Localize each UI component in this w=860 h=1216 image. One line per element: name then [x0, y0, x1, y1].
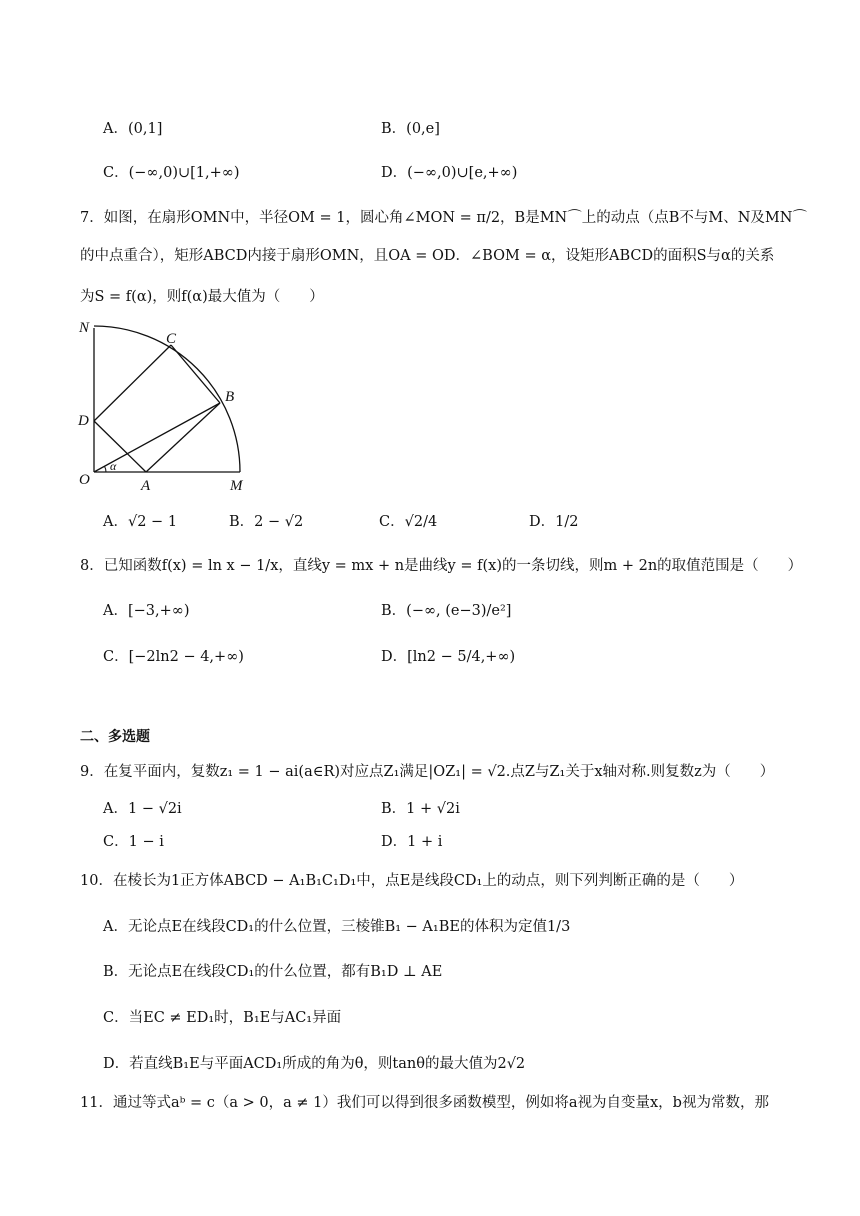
option-text: √2 − 1	[127, 514, 178, 530]
option-text: √2/4	[404, 514, 438, 530]
q7-option-a	[103, 511, 177, 533]
q6-option-b	[381, 118, 440, 140]
option-letter: D．	[103, 1056, 130, 1072]
option-letter: C．	[103, 834, 129, 850]
label-b: B	[225, 389, 235, 405]
section-title-multiple-choice: 二、多选题	[80, 729, 150, 745]
segment-da	[94, 421, 146, 472]
option-text: [−3,+∞)	[127, 603, 190, 619]
option-text: 1 − √2i	[127, 801, 182, 817]
option-text: 若直线B₁E与平面ACD₁所成的角为θ，则tanθ的最大值为2√2	[129, 1056, 526, 1072]
label-c: C	[166, 331, 177, 347]
q10-line: 10．在棱长为1正方体ABCD − A₁B₁C₁D₁中，点E是线段CD₁上的动点，则下列判断正确的是（ ）	[80, 873, 744, 889]
label-n: N	[79, 320, 90, 336]
q8-option-b	[381, 600, 511, 622]
q10-option-d	[103, 1053, 525, 1075]
option-text: 无论点E在线段CD₁的什么位置，三棱锥B₁ − A₁BE的体积为定值1/3	[127, 919, 571, 935]
q10-option-c	[103, 1007, 341, 1029]
q10-option-b	[103, 961, 442, 983]
q7-option-b	[229, 511, 303, 533]
q6-option-c	[103, 162, 240, 184]
segment-cb	[171, 345, 220, 403]
q6-option-a	[103, 118, 162, 140]
angle-alpha-arc	[105, 466, 107, 472]
option-text: (−∞,0)∪[1,+∞)	[128, 165, 240, 181]
q9-line: 9．在复平面内，复数z₁ = 1 − ai(a∈R)对应点Z₁满足|OZ₁| = √2.点Z与Z₁关于x轴对称.则复数z为（ ）	[80, 764, 775, 780]
label-o: O	[79, 472, 90, 488]
option-letter: A．	[103, 919, 128, 935]
q9-option-d	[381, 831, 442, 853]
option-letter: D．	[529, 514, 556, 530]
option-letter: A．	[103, 603, 128, 619]
segment-dc	[94, 345, 171, 421]
q11-line: 11．通过等式aᵇ = c（a > 0，a ≠ 1）我们可以得到很多函数模型，例如将a视为自变量x，b视为常数，那	[80, 1095, 769, 1111]
option-text: 2 − √2	[254, 514, 304, 530]
q9-option-a	[103, 798, 182, 820]
option-letter: A．	[103, 121, 128, 137]
option-text: 1/2	[555, 514, 579, 530]
option-text: 当EC ≠ ED₁时，B₁E与AC₁异面	[128, 1010, 342, 1026]
option-letter: D．	[381, 649, 408, 665]
option-letter: B．	[103, 964, 129, 980]
label-d: D	[78, 413, 89, 429]
q8-option-a	[103, 600, 190, 622]
option-text: 1 + i	[407, 834, 443, 850]
option-letter: B．	[381, 603, 407, 619]
option-letter: C．	[379, 514, 405, 530]
option-letter: D．	[381, 165, 408, 181]
option-text: (−∞,0)∪[e,+∞)	[407, 165, 518, 181]
option-text: (−∞, (e−3)/e²]	[406, 603, 512, 619]
q7-option-c	[379, 511, 437, 533]
option-text: [−2ln2 − 4,+∞)	[128, 649, 244, 665]
option-letter: B．	[229, 514, 255, 530]
q7-line-3: 为S = f(α)，则f(α)最大值为（ ）	[80, 289, 324, 305]
q8-option-c	[103, 646, 244, 668]
option-letter: C．	[103, 649, 129, 665]
q6-option-d	[381, 162, 517, 184]
label-m: M	[230, 478, 243, 494]
option-letter: B．	[381, 121, 407, 137]
option-text: 1 + √2i	[406, 801, 460, 817]
label-a: A	[141, 478, 151, 494]
option-letter: C．	[103, 165, 129, 181]
option-text: (0,1]	[127, 121, 163, 137]
option-text: 1 − i	[128, 834, 164, 850]
option-text: [ln2 − 5/4,+∞)	[407, 649, 516, 665]
option-letter: B．	[381, 801, 407, 817]
option-letter: D．	[381, 834, 408, 850]
q8-option-d	[381, 646, 515, 668]
q8-line: 8．已知函数f(x) = ln x − 1/x，直线y = mx + n是曲线y = f(x)的一条切线，则m + 2n的取值范围是（ ）	[80, 558, 803, 574]
option-letter: A．	[103, 801, 128, 817]
option-letter: A．	[103, 514, 128, 530]
option-text: (0,e]	[406, 121, 440, 137]
q9-option-b	[381, 798, 460, 820]
option-text: 无论点E在线段CD₁的什么位置，都有B₁D ⊥ AE	[128, 964, 443, 980]
q10-option-a	[103, 916, 570, 938]
q9-option-c	[103, 831, 164, 853]
q7-line-2: 的中点重合），矩形ABCD内接于扇形OMN，且OA = OD．∠BOM = α，设矩形ABCD的面积S与α的关系	[80, 248, 775, 264]
q7-sector-figure	[70, 318, 260, 498]
option-letter: C．	[103, 1010, 129, 1026]
q7-line-1: 7．如图，在扇形OMN中，半径OM = 1，圆心角∠MON = π/2，B是MN⌒上的动点（点B不与M、N及MN⌒	[80, 210, 807, 226]
label-alpha: α	[110, 459, 117, 473]
q7-option-d	[529, 511, 578, 533]
